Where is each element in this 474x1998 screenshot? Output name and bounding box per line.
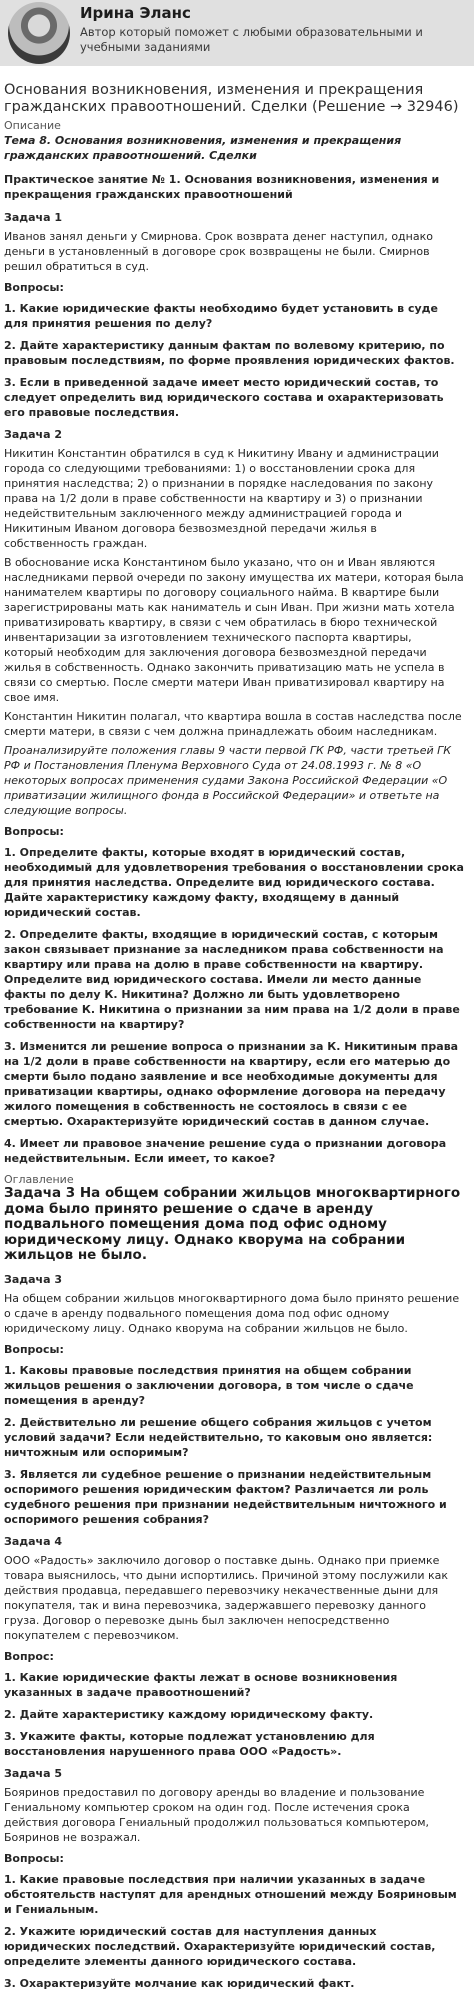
theme-title: Тема 8. Основания возникновения, изменения и прекращения гражданских правоотношений. Сделки — [4, 134, 402, 162]
task-2-question: 1. Определите факты, которые входят в юридический состав, необходимый для удовлетворения требования о восстановлении срока для принятия наследства. Определите вид юридического состава. Дайте характеристику каждому факту, входящему в данный юридический состав. — [4, 846, 464, 919]
task-3-question: 3. Является ли судебное решение о признании недействительным оспоримого решения юридическим фактом? Различается ли роль судебного решения при признании недействительным ничтожного и оспоримого решения собрания? — [4, 1467, 447, 1526]
task-1-question: 3. Если в приведенной задаче имеет место юридический состав, то следует определить вид юридического состава и охарактеризовать его правовые последствия. — [4, 376, 444, 419]
practice-title: Практическое занятие № 1. Основания возникновения, изменения и прекращения гражданских правоотношений — [4, 173, 440, 201]
task-2-paragraph: Константин Никитин полагал, что квартира вошла в состав наследства после смерти матери, в связи с чем должна принадлежать обоим наследникам. — [4, 710, 462, 738]
task-2-question: 3. Изменится ли решение вопроса о признании за К. Никитиным права на 1/2 доли в праве собственности на квартиру, если его матерью до смерти было подано заявление и все необходимые документы для приватизации квартиры, однако оформление договора на передачу жилого помещения в собственность не состоялось в связи с ее смертью. Охарактеризуйте юридический состав в данном случае. — [4, 1040, 459, 1128]
task-3-label: Задача 3 — [4, 1272, 63, 1286]
task-2-question: 2. Определите факты, входящие в юридический состав, с которым закон связывает признание за наследником права собственности на квартиру или права на долю в праве собственности на квартиру. Определите вид юридического состава. Имели ли место данные факты по делу К. Никитина? Должно ли быть удовлетворено требование К. Никитина о признании за ним права на 1/2 доли в праве собственности на квартиру? — [4, 928, 460, 1031]
task-3-text: На общем собрании жильцов многоквартирного дома было принято решение о сдаче в аренду подвального помещения дома под офис одному юридическому лицу. Однако кворума на собрании жильцов не было. — [4, 1291, 460, 1335]
description-label: Описание — [4, 119, 61, 132]
task-4-text: ООО «Радость» заключило договор о поставке дынь. Однако при приемке товара выяснилось, что дыни испортились. Причиной этому послужили как действия продавца, передавшего перевозчику некачественные дыни для покупателя, так и вина перевозчика, задержавшего перевозку данного груза. Договор о перевозке дынь был заключен непосредственно покупателем с перевозчиком. — [4, 1553, 449, 1642]
task-5-text: Бояринов предоставил по договору аренды во владение и пользование Гениальному компьютер сроком на один год. После истечения срока действия договора Гениальный продолжил пользоваться компьютером, Бояринов не возражал. — [4, 1785, 430, 1844]
task-1-label: Задача 1 — [4, 211, 63, 224]
task-4-question: 1. Какие юридические факты лежат в основе возникновения указанных в задаче правоотношений? — [4, 1670, 398, 1699]
task-2-label: Задача 2 — [4, 428, 63, 441]
task-2-question: 4. Имеет ли правовое значение решение суда о признании договора недействительным. Если имеет, то какое? — [4, 1137, 447, 1165]
task-5-questions-label: Вопросы: — [4, 1851, 64, 1865]
task-1-question: 1. Какие юридические факты необходимо будет установить в суде для принятия решения по делу? — [4, 302, 438, 330]
task-3-questions-label: Вопросы: — [4, 1342, 64, 1356]
toc-label: Оглавление — [4, 1173, 74, 1186]
task-2-paragraph: В обоснование иска Константином было указано, что он и Иван являются наследниками первой очереди по закону имущества их матери, которая была нанимателем квартиры по договору социального найма. В квартире были зарегистрированы мать как наниматель и сын Иван. При жизни мать хотела приватизировать квартиру, в связи с чем обратилась в бюро технической инвентаризации за изготовлением технического паспорта квартиры, который необходим для заключения договора безвозмездной передачи жилья в собственность. Однако закончить приватизацию мать не успела в связи со смертью. После смерти матери Иван приватизировал квартиру на свое имя. — [4, 556, 464, 704]
task-2-instruction: Проанализируйте положения главы 9 части первой ГК РФ, части третьей ГК РФ и Постановления Пленума Верховного Суда от 24.08.1993 г. № 8 «О некоторых вопросах применения судами Закона Российской Федерации «О приватизации жилищного фонда в Российской Федерации» и ответьте на следующие вопросы. — [4, 744, 452, 817]
task-2-paragraph: Никитин Константин обратился в суд к Никитину Ивану и администрации города со следующими требованиями: 1) о восстановлении срока для принятия наследства; 2) о признании в порядке наследования по закону права на 1/2 доли в праве собственности на квартиру и 3) о признании недействительным заключенного между администрацией города и Никитиным Иваном договора безвозмездной передачи жилья в собственность граждан. — [4, 447, 439, 550]
author-header — [0, 0, 474, 66]
task-5-question: 3. Охарактеризуйте молчание как юридический факт. — [4, 1976, 355, 1990]
task-4-questions-label: Вопрос: — [4, 1649, 54, 1663]
document-content — [4, 82, 464, 1998]
task-5-question: 2. Укажите юридический состав для наступления данных юридических последствий. Охарактеризуйте юридический состав, определите элементы данного юридического состава. — [4, 1924, 436, 1968]
task-2-questions-label: Вопросы: — [4, 825, 64, 838]
task-4-question: 3. Укажите факты, которые подлежат установлению для восстановления нарушенного права ООО «Радость». — [4, 1729, 375, 1758]
task-4-question: 2. Дайте характеристику каждому юридическому факту. — [4, 1707, 374, 1721]
task-5-question: 1. Какие правовые последствия при наличии указанных в задаче обстоятельств наступят для арендных отношений между Бояриновым и Гениальным. — [4, 1872, 457, 1916]
task-3-question: 2. Действительно ли решение общего собрания жильцов с учетом условий задачи? Если недействительно, то каковым оно является: ничтожным или оспоримым? — [4, 1415, 433, 1459]
author-name[interactable]: Ирина Эланс — [80, 4, 191, 22]
task-1-question: 2. Дайте характеристику данным фактам по волевому критерию, по правовым последствиям, по форме проявления юридических фактов. — [4, 339, 455, 367]
task-1-questions-label: Вопросы: — [4, 281, 64, 294]
task-3-question: 1. Каковы правовые последствия принятия на общем собрании жильцов решения о заключении договора, в том числе о сдаче помещения в аренду? — [4, 1363, 414, 1407]
author-description: Автор который поможет с любыми образовательными и учебными заданиями — [80, 25, 423, 54]
document-title: Основания возникновения, изменения и прекращения гражданских правоотношений. Сделки (Решение → 32946) — [4, 82, 459, 115]
avatar[interactable] — [8, 2, 70, 64]
task-4-label: Задача 4 — [4, 1534, 63, 1548]
task-3-heading: Задача 3 На общем собрании жильцов многоквартирного дома было принято решение о сдаче в аренду подвального помещения дома под офис одному юридическому лицу. Однако кворума на собрании жильцов не было. — [4, 1185, 461, 1263]
task-1-text: Иванов занял деньги у Смирнова. Срок возврата денег наступил, однако деньги в установленный в договоре срок возвращены не были. Смирнов решил обратиться в суд. — [4, 230, 433, 273]
task-5-label: Задача 5 — [4, 1766, 63, 1780]
